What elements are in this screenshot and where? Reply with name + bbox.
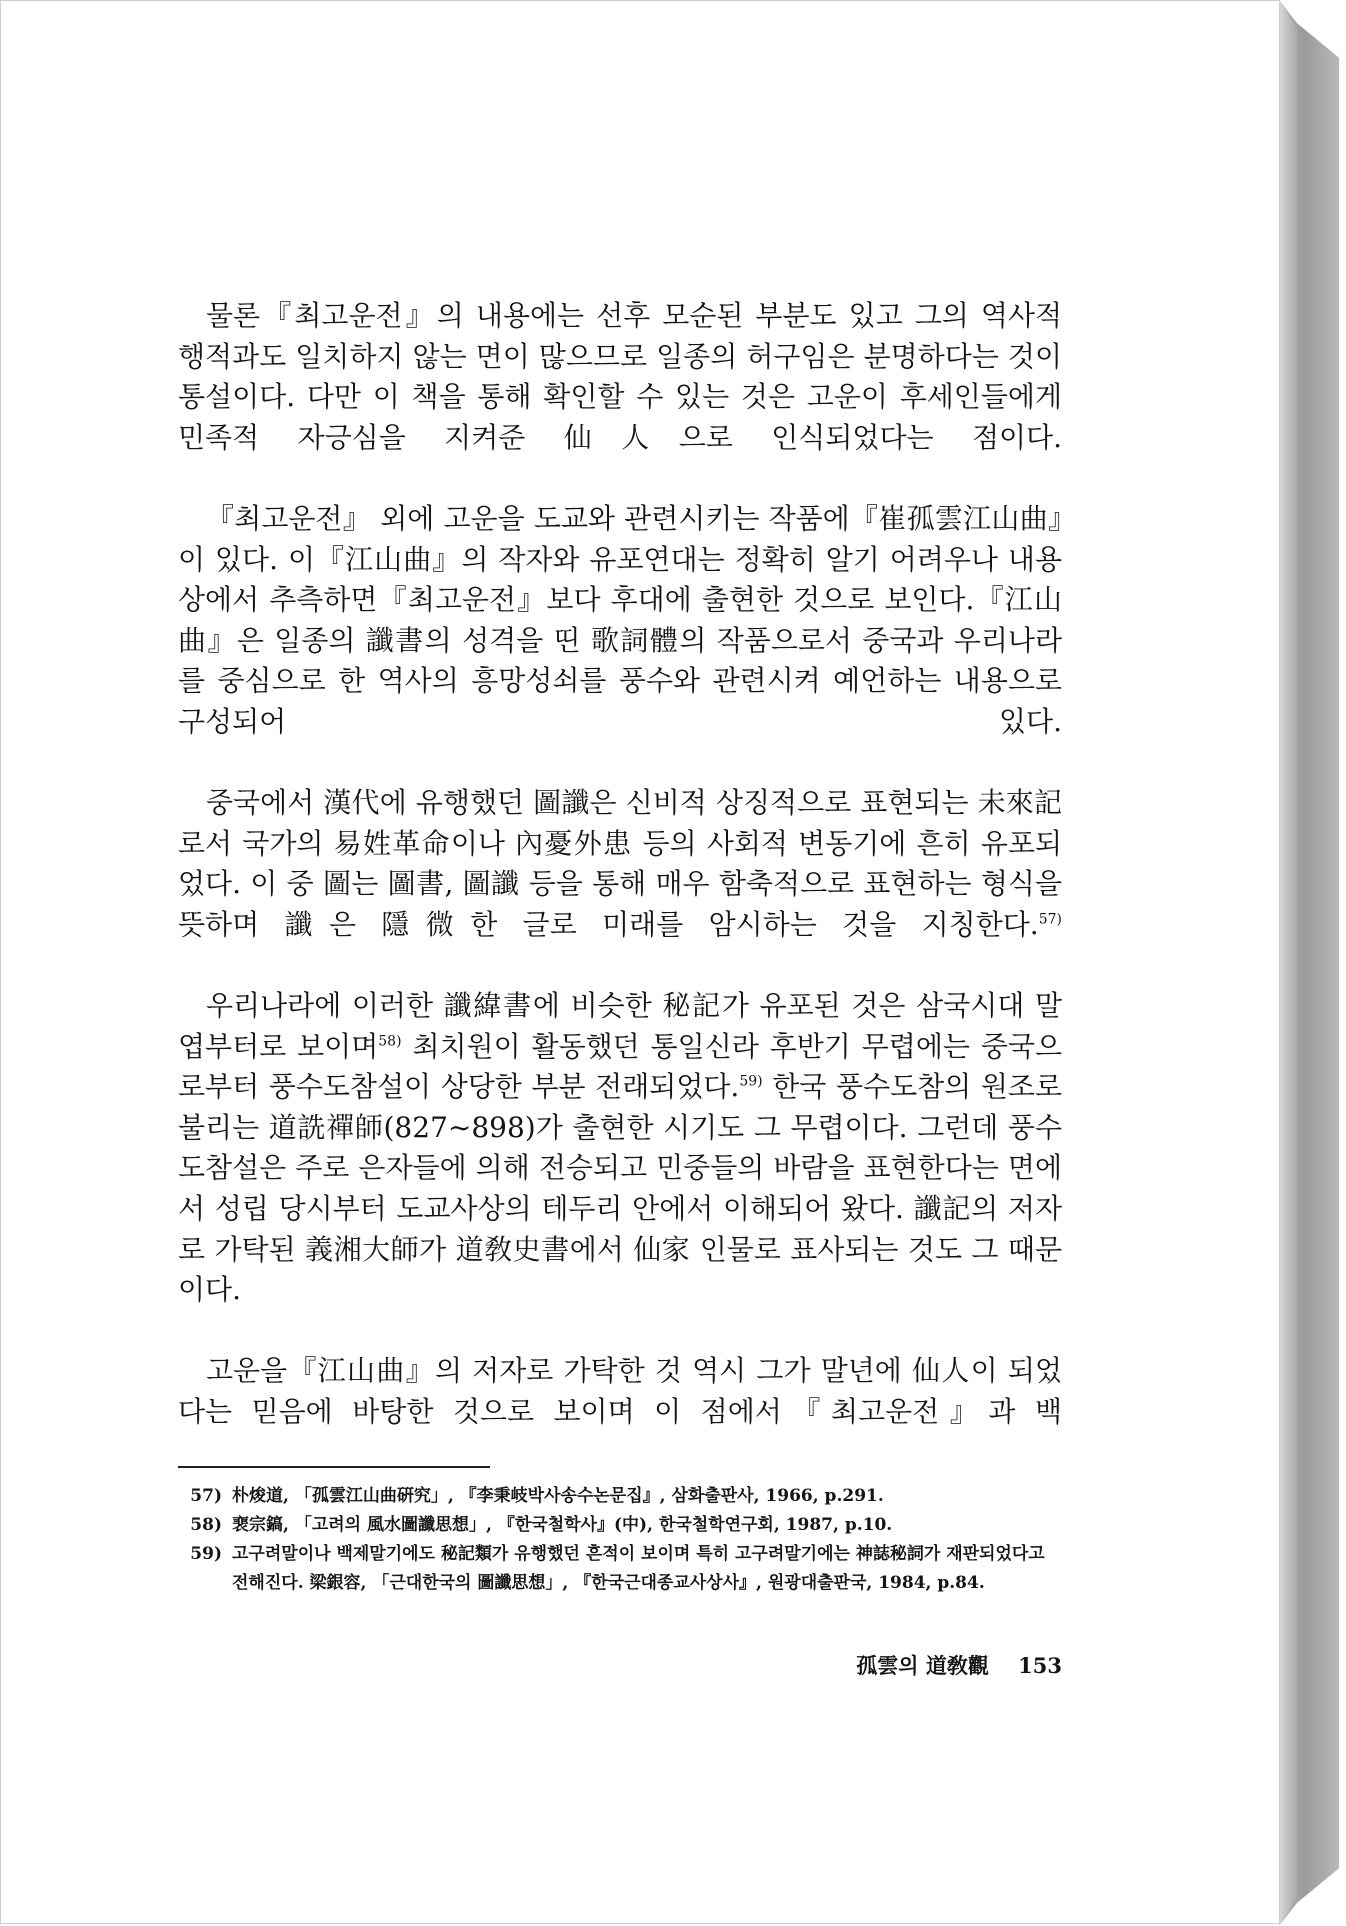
- paragraph-4-text-c: 한국 풍수도참의 원조로 불리는 道詵禪師(827∼898)가 출현한 시기도 그 무렵이다. 그런데 풍수도참설은 주로 은자들에 의해 전승되고 민중들의 바람을 표현한다는 면에서 성립 당시부터 도교사상의 테두리 안에서 이해되어 왔다. 讖記의 저자로 가탁된 義湘大師가 道敎史書에서 仙家 인물로 표사되는 것도 그 때문이다.: [178, 1070, 1062, 1307]
- footnote-59: [178, 1540, 1062, 1598]
- footnote-number: 59): [190, 1544, 222, 1564]
- footnote-58: [178, 1511, 1062, 1540]
- footnote-number: 57): [190, 1486, 222, 1506]
- footnote-ref-59: 59): [739, 1073, 763, 1090]
- body-text: [178, 296, 1062, 1473]
- footnote-text: 朴焌道, 「孤雲江山曲硏究」, 『李秉岐박사송수논문집』, 삼화출판사, 1966, p.291.: [232, 1486, 884, 1506]
- running-title: 孤雲의 道敎觀: [856, 1653, 989, 1678]
- paragraph-4: [178, 986, 1062, 1351]
- footnotes: [178, 1482, 1062, 1598]
- footnote-number: 58): [190, 1515, 222, 1535]
- paragraph-3: [178, 783, 1062, 986]
- paragraph-1: 물론『최고운전』의 내용에는 선후 모순된 부분도 있고 그의 역사적 행적과도 일치하지 않는 면이 많으므로 일종의 허구임은 분명하다는 것이 통설이다. 다만 이 책을 통해 확인할 수 있는 것은 고운이 후세인들에게 민족적 자긍심을 지켜준 仙人으로 인식되었다는 점이다.: [178, 299, 1062, 454]
- page-edge-highlight: [1279, 0, 1297, 1926]
- page-number: 153: [1018, 1653, 1062, 1678]
- paragraph-3-text: 중국에서 漢代에 유행했던 圖讖은 신비적 상징적으로 표현되는 未來記로서 국가의 易姓革命이나 內憂外患 등의 사회적 변동기에 흔히 유포되었다. 이 중 圖는 圖書, 圖讖 등을 통해 매우 함축적으로 표현하는 형식을 뜻하며 讖은 隱微한 글로 미래를 암시하는 것을 지칭한다.: [178, 786, 1062, 941]
- footnote-ref-58: 58): [378, 1033, 402, 1050]
- paragraph-5: 고운을『江山曲』의 저자로 가탁한 것 역시 그가 말년에 仙人이 되었다는 믿음에 바탕한 것으로 보이며 이 점에서『최고운전』과 백: [178, 1354, 1062, 1429]
- footnote-57: [178, 1482, 1062, 1511]
- paragraph-4-text-b: 최치원이 활동했던 통일신라 후반기 무렵에는 중국으로부터 풍수도참설이 상당한 부분 전래되었다.: [178, 1029, 1062, 1104]
- footnote-text: 裵宗鎬, 「고려의 風水圖讖思想」, 『한국철학사』(中), 한국철학연구회, 1987, p.10.: [232, 1515, 893, 1535]
- footnote-divider: [178, 1466, 490, 1468]
- running-footer: [780, 1650, 1062, 1680]
- footnote-ref-57: 57): [1038, 911, 1062, 928]
- paragraph-2: 『최고운전』 외에 고운을 도교와 관련시키는 작품에『崔孤雲江山曲』이 있다. 이『江山曲』의 작자와 유포연대는 정확히 알기 어려우나 내용상에서 추측하면『최고운전』보다 후대에 출현한 것으로 보인다.『江山曲』은 일종의 讖書의 성격을 띤 歌詞體의 작품으로서 중국과 우리나라를 중심으로 한 역사의 흥망성쇠를 풍수와 관련시켜 예언하는 내용으로 구성되어 있다.: [178, 501, 1062, 738]
- footnote-text: 고구려말이나 백제말기에도 秘記類가 유행했던 흔적이 보이며 특히 고구려말기에는 神誌秘詞가 재판되었다고 전해진다. 梁銀容, 「근대한국의 圖讖思想」, 『한국근대종교사상사』, 원광대출판국, 1984, p.84.: [232, 1544, 1045, 1593]
- paragraph-4-text-a: 우리나라에 이러한 讖緯書에 비슷한 秘記가 유포된 것은 삼국시대 말엽부터로 보이며: [178, 989, 1062, 1063]
